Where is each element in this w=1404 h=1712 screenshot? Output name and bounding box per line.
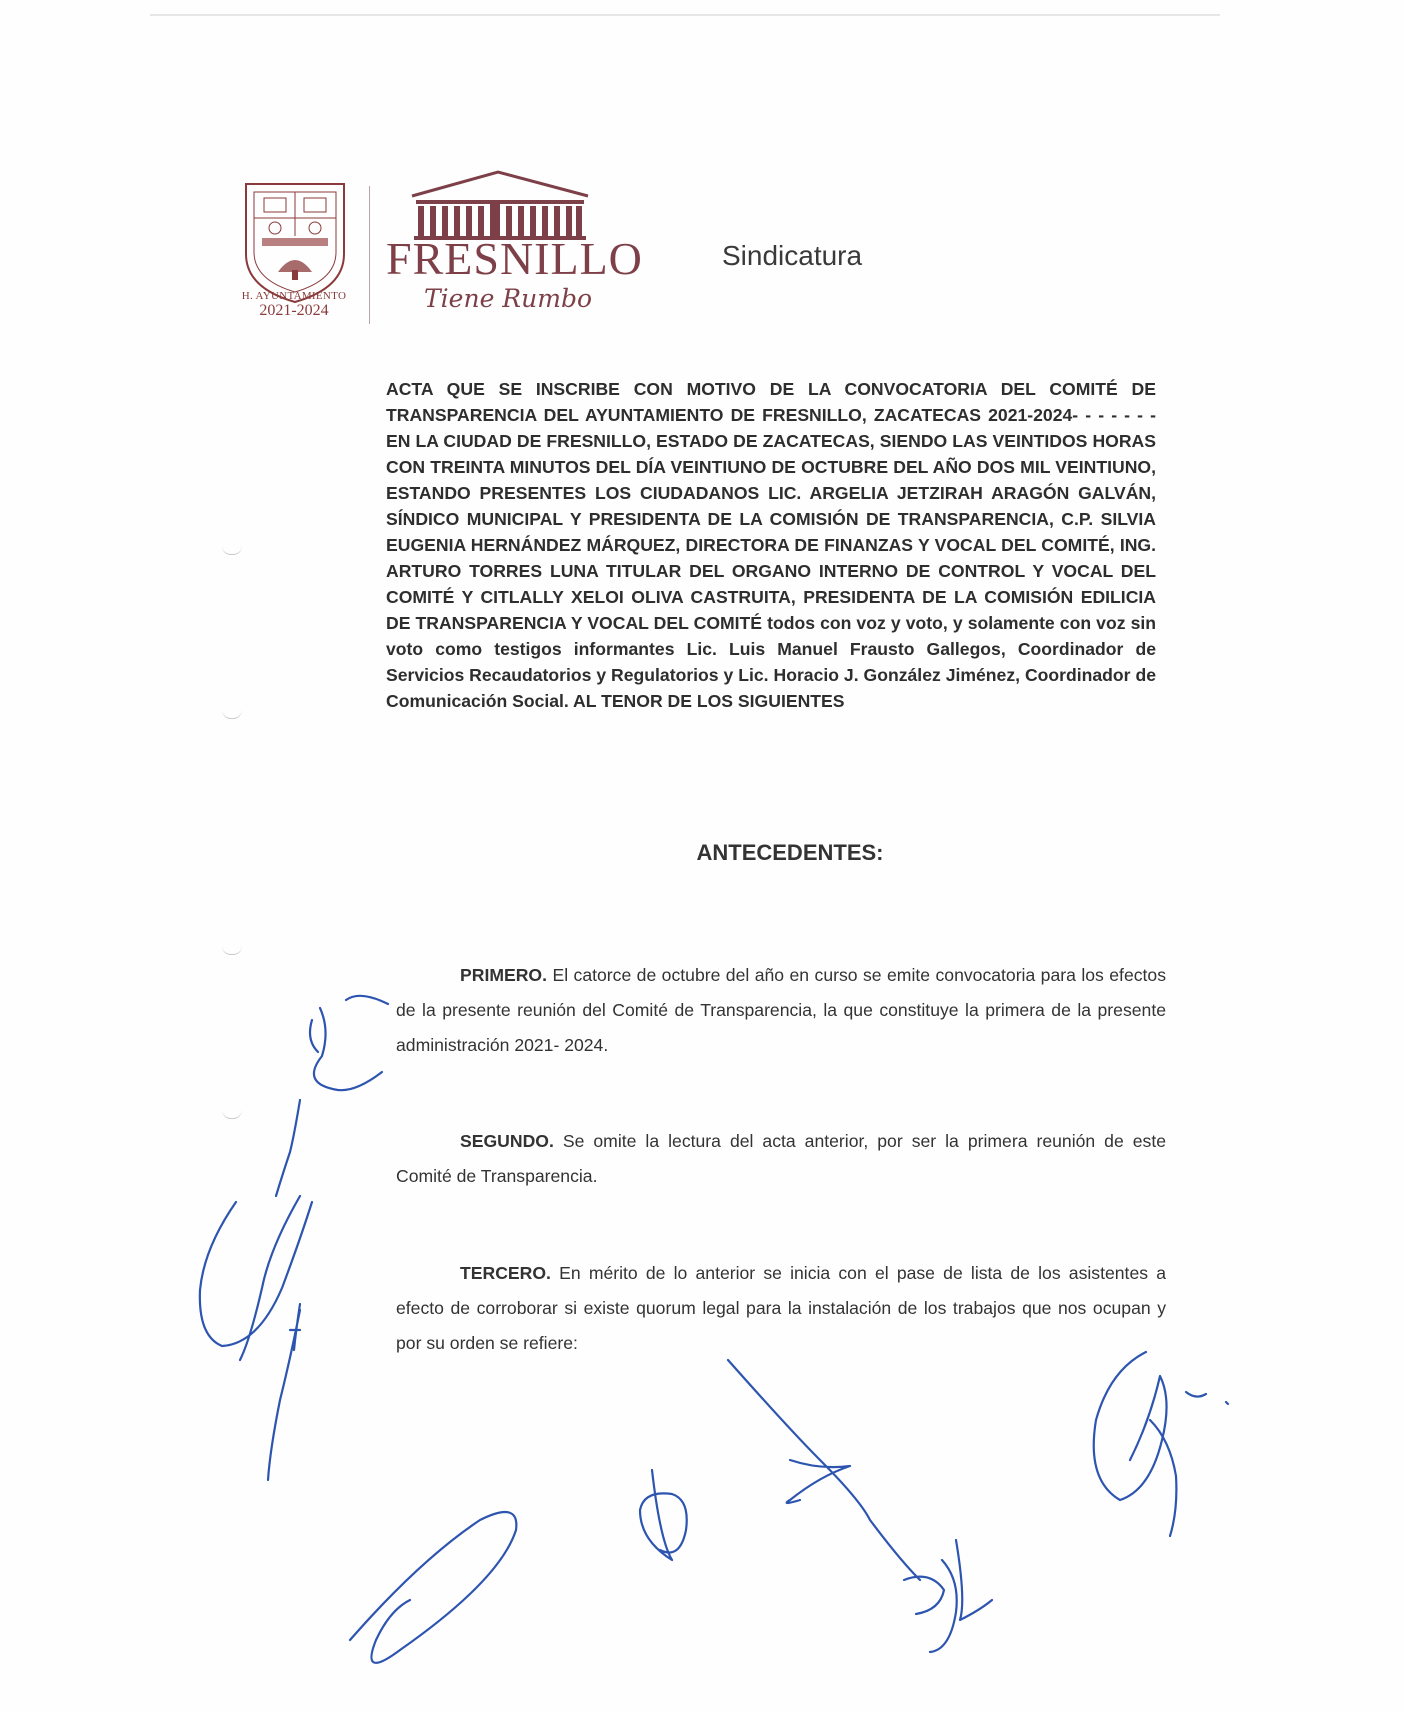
initialled-signature bbox=[904, 1540, 992, 1652]
seal-caption-line2: 2021-2024 bbox=[259, 302, 329, 320]
clause-label: TERCERO. bbox=[460, 1263, 551, 1283]
left-margin-signature bbox=[200, 996, 388, 1360]
department-title: Sindicatura bbox=[722, 240, 863, 271]
clause-label: PRIMERO. bbox=[460, 965, 547, 985]
scan-edge-line bbox=[150, 14, 1220, 16]
clause-text: El catorce de octubre del año en curso se emite convocatoria para los efectos de la presente reunión del Comité de Transparencia, la que constituye la primera de la presente administración 2021- 2024. bbox=[396, 965, 1166, 1055]
seal-caption bbox=[232, 290, 356, 320]
acta-paragraph: ACTA QUE SE INSCRIBE CON MOTIVO DE LA CONVOCATORIA DEL COMITÉ DE TRANSPARENCIA DEL AYUNTAMIENTO DE FRESNILLO, ZACATECAS 2021-2024- - - - - - - EN LA CIUDAD DE FRESNILLO, ESTADO DE ZACATECAS, SIENDO LAS VEINTIDOS HORAS CON TREINTA MINUTOS DEL DÍA VEINTIUNO DE OCTUBRE DEL AÑO DOS MIL VEINTIUNO, ESTANDO PRESENTES LOS CIUDADANOS LIC. ARGELIA JETZIRAH ARAGÓN GALVÁN, SÍNDICO MUNICIPAL Y PRESIDENTA DE LA COMISIÓN DE TRANSPARENCIA, C.P. SILVIA EUGENIA HERNÁNDEZ MÁRQUEZ, DIRECTORA DE FINANZAS Y VOCAL DEL COMITÉ, ING. ARTURO TORRES LUNA TITULAR DEL ORGANO INTERNO DE CONTROL Y VOCAL DEL COMITÉ Y CITLALLY XELOI OLIVA CASTRUITA, PRESIDENTA DE LA COMISIÓN EDILICIA DE TRANSPARENCIA Y VOCAL DEL COMITÉ todos con voz y voto, y solamente con voz sin voto como testigos informantes Lic. Luis Manuel Frausto Gallegos, Coordinador de Servicios Recaudatorios y Regulatorios y Lic. Horacio J. González Jiménez, Coordinador de Comunicación Social. AL TENOR DE LOS SIGUIENTES bbox=[386, 379, 1156, 711]
initials-signature bbox=[268, 1304, 300, 1480]
logo-tagline: Tiene Rumbo bbox=[424, 284, 592, 313]
clause-segundo bbox=[396, 1124, 1166, 1194]
right-signature bbox=[1094, 1352, 1228, 1536]
section-heading: ANTECEDENTES: bbox=[696, 840, 884, 865]
scan-mark bbox=[222, 546, 242, 555]
clause-primero bbox=[396, 958, 1166, 1063]
scan-mark bbox=[222, 710, 242, 719]
diagonal-signature bbox=[728, 1360, 920, 1580]
bottom-left-signature bbox=[350, 1512, 516, 1663]
clause-text: En mérito de lo anterior se inicia con el pase de lista de los asistentes a efecto de corroborar si existe quorum legal para la instalación de los trabajos que nos ocupan y por su orden se refiere: bbox=[396, 1263, 1166, 1353]
header-divider bbox=[369, 186, 370, 324]
scan-mark bbox=[222, 1110, 242, 1119]
logo-wordmark: FRESNILLO bbox=[386, 233, 643, 284]
scan-mark bbox=[222, 946, 242, 955]
clause-label: SEGUNDO. bbox=[460, 1131, 554, 1151]
bottom-middle-signature bbox=[640, 1470, 687, 1560]
seal-caption-line1: H. AYUNTAMIENTO bbox=[241, 290, 347, 302]
clause-tercero bbox=[396, 1256, 1166, 1361]
clause-text: Se omite la lectura del acta anterior, por ser la primera reunión de este Comité de Transparencia. bbox=[396, 1131, 1167, 1186]
